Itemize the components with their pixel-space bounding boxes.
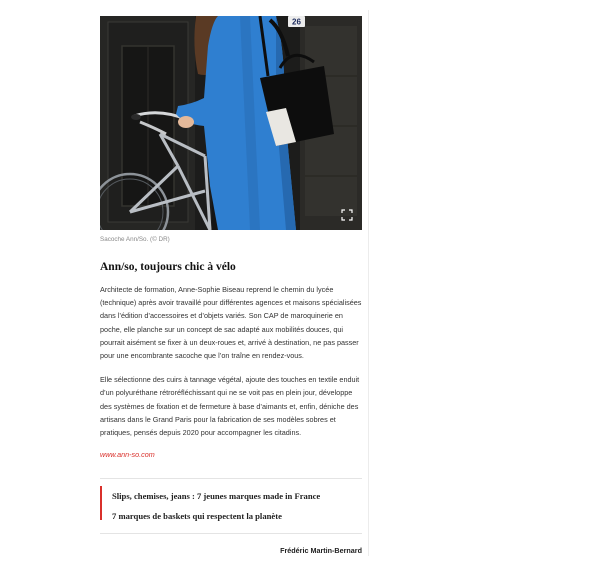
- brand-website-link[interactable]: www.ann-so.com: [100, 450, 155, 460]
- photo-caption: Sacoche Ann/So. (© DR): [100, 236, 170, 243]
- related-article-link[interactable]: 7 marques de baskets qui respectent la planète: [112, 511, 282, 522]
- paragraph-1: Architecte de formation, Anne-Sophie Biseau reprend le chemin du lycée (technique) après avoir travaillé pour différentes agences et maisons spécialisées dans l’édition d’accessoires et d’objets variés. Son CAP de maroquinerie en poche, elle planche sur un concept de sac adapté aux mobilités douces, qui pourrait aisément se fixer à un deux-roues et, arrivé à destination, ne pas passer pour une encombrante sacoche que l’on traîne en rendez-vous.: [100, 285, 362, 361]
- related-articles: [100, 478, 362, 534]
- article-body: [100, 16, 362, 556]
- article-photo[interactable]: [100, 16, 362, 230]
- section-heading: Ann/so, toujours chic à vélo: [100, 261, 236, 273]
- author-name: Frédéric Martin-Bernard: [280, 546, 362, 556]
- house-number: 26: [292, 17, 301, 27]
- column-divider: [368, 10, 369, 556]
- related-accent-bar: [100, 486, 102, 520]
- photo-illustration: [100, 16, 362, 230]
- expand-icon[interactable]: [341, 209, 353, 221]
- paragraph-2: Elle sélectionne des cuirs à tannage végétal, ajoute des touches en textile enduit d’un polyuréthane rétroréfléchissant qui ne se voit pas en plein jour, développe des systèmes de fixation et de fermeture à base d’aimants et, enfin, déniche des artisans dans le Grand Paris pour la fabrication de ses modèles sobres et pratiques, pensés depuis 2020 pour accompagner les citadins.: [100, 375, 360, 438]
- related-article-link[interactable]: Slips, chemises, jeans : 7 jeunes marques made in France: [112, 491, 321, 502]
